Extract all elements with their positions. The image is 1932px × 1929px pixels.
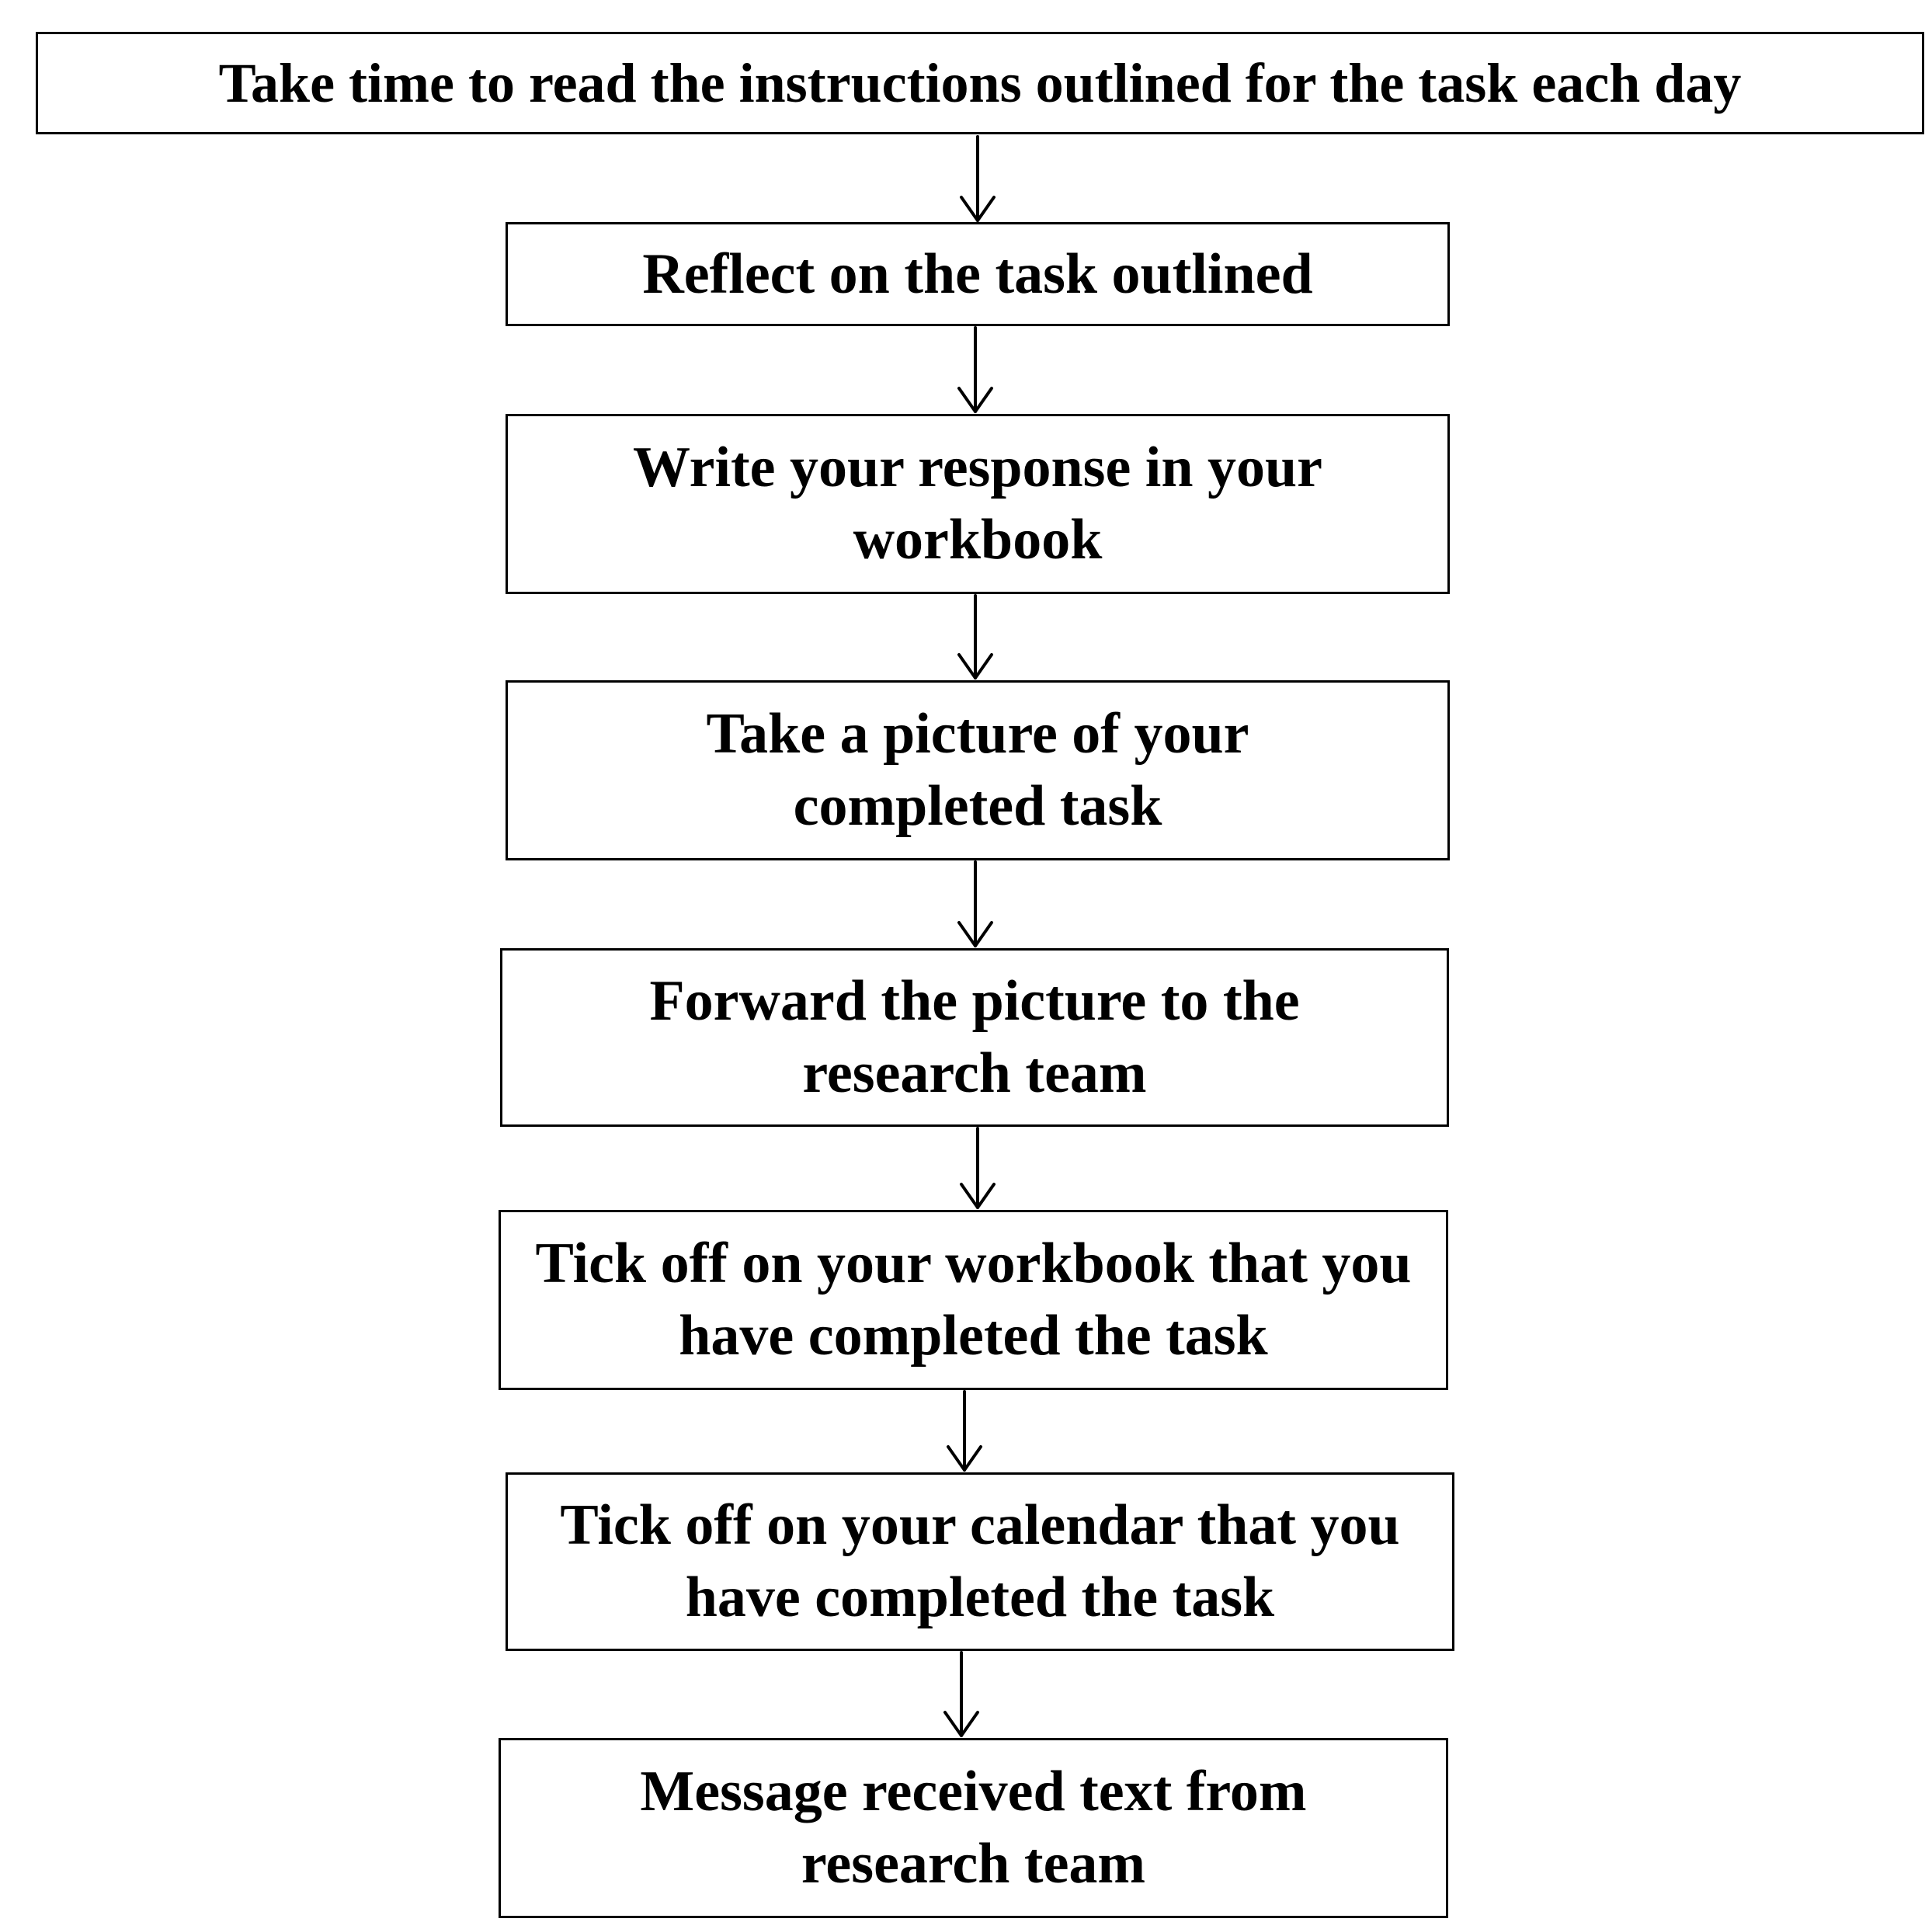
- step-forward-picture: [500, 948, 1449, 1127]
- step-take-picture-text: Take a picture of your completed task: [706, 702, 1249, 838]
- arrow-3: [959, 596, 992, 678]
- step-tick-workbook: [499, 1210, 1448, 1390]
- step-read-instructions: [36, 32, 1924, 134]
- step-read-instructions-text: Take time to read the instructions outlined for the task each day: [218, 51, 1742, 114]
- arrow-7: [945, 1653, 978, 1736]
- step-tick-workbook-text: Tick off on your workbook that you have completed the task: [535, 1232, 1412, 1368]
- step-message-received-text: Message received text from research team: [640, 1760, 1307, 1896]
- step-tick-calendar-text: Tick off on your calendar that you have completed the task: [560, 1493, 1400, 1629]
- step-take-picture: [506, 680, 1450, 860]
- step-tick-calendar: [506, 1472, 1454, 1651]
- arrow-6: [948, 1392, 981, 1470]
- arrow-1: [961, 137, 994, 221]
- step-message-received: [499, 1738, 1448, 1918]
- step-reflect-text: Reflect on the task outlined: [642, 242, 1313, 306]
- step-reflect: [506, 222, 1450, 326]
- step-write-response: [506, 414, 1450, 594]
- arrow-5: [961, 1128, 994, 1208]
- arrow-4: [959, 862, 992, 946]
- step-write-response-text: Write your response in your workbook: [632, 436, 1323, 572]
- step-forward-picture-text: Forward the picture to the research team: [649, 969, 1300, 1105]
- arrow-2: [959, 328, 992, 412]
